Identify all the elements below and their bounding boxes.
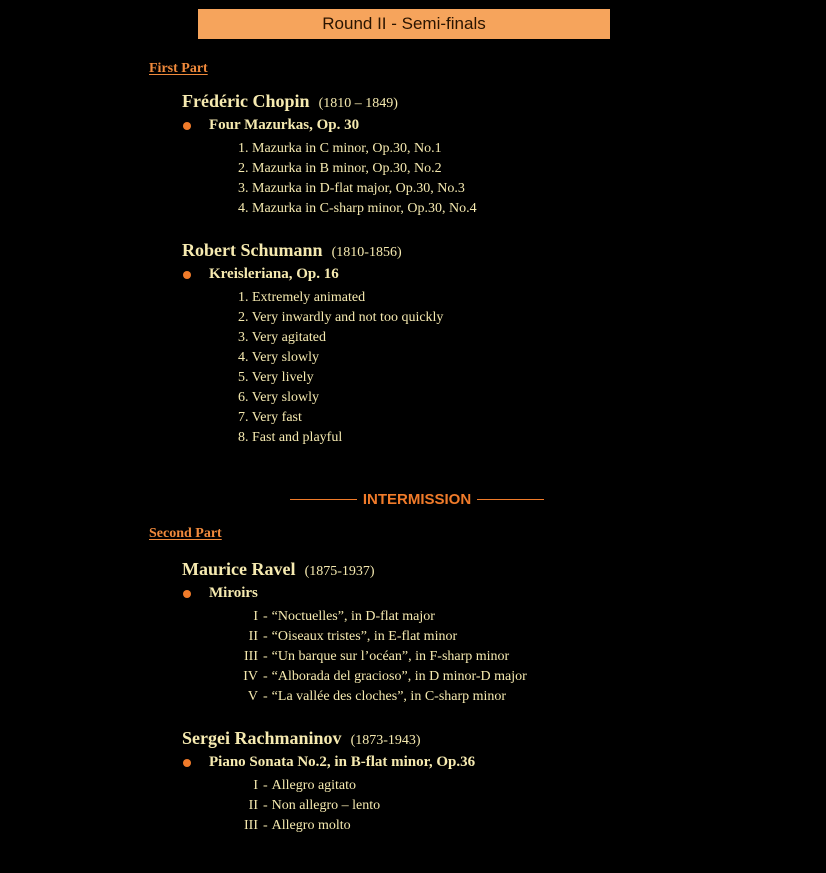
list-item: II - “Oiseaux tristes”, in E-flat minor — [226, 627, 527, 647]
movement-number: II — [248, 798, 258, 813]
work-title: Kreisleriana, Op. 16 — [209, 266, 339, 282]
list-item: I - “Noctuelles”, in D-flat major — [226, 607, 527, 627]
list-item: III - “Un barque sur l’océan”, in F-sharp minor — [226, 647, 527, 667]
composer-name: Robert Schumann — [182, 240, 323, 260]
list-item: 8. Fast and playful — [238, 430, 343, 445]
composer-dates: (1875-1937) — [304, 564, 375, 579]
divider-line — [477, 499, 544, 500]
list-item: IV - “Alborada del gracioso”, in D minor-D major — [226, 667, 527, 687]
composer-dates: (1873-1943) — [350, 733, 421, 748]
bullet-icon — [183, 590, 191, 598]
movement-number: I — [253, 609, 258, 624]
list-item: 7. Very fast — [238, 410, 302, 425]
work-title: Piano Sonata No.2, in B-flat minor, Op.36 — [209, 754, 476, 770]
divider-line — [290, 499, 357, 500]
movement-number: I — [253, 778, 258, 793]
composer-ravel — [182, 559, 375, 580]
ravel-movement-list — [226, 607, 527, 707]
movement-number: III — [244, 649, 258, 664]
composer-name: Frédéric Chopin — [182, 91, 310, 111]
movement-title: Allegro molto — [271, 818, 351, 833]
schumann-movement-list — [238, 288, 443, 448]
rachmaninov-movement-list — [226, 776, 380, 836]
composer-dates: (1810 – 1849) — [318, 96, 398, 111]
movement-title: “Oiseaux tristes”, in E-flat minor — [271, 629, 458, 644]
movement-title: “Noctuelles”, in D-flat major — [271, 609, 435, 624]
list-item: 3. Mazurka in D-flat major, Op.30, No.3 — [238, 181, 465, 196]
composer-chopin — [182, 91, 398, 112]
movement-number: IV — [243, 669, 258, 684]
work-chopin — [182, 117, 359, 134]
first-part-heading: First Part — [149, 61, 208, 76]
bullet-icon — [183, 271, 191, 279]
list-item: 2. Mazurka in B minor, Op.30, No.2 — [238, 161, 442, 176]
work-rachmaninov — [182, 754, 475, 771]
intermission-divider — [290, 488, 544, 510]
list-item: 2. Very inwardly and not too quickly — [238, 310, 444, 325]
list-item: I - Allegro agitato — [226, 776, 380, 796]
work-title: Four Mazurkas, Op. 30 — [209, 117, 360, 133]
list-item: 1. Mazurka in C minor, Op.30, No.1 — [238, 141, 442, 156]
intermission-label: INTERMISSION — [362, 490, 472, 508]
bullet-icon — [183, 759, 191, 767]
movement-number: V — [247, 689, 258, 704]
second-part-heading: Second Part — [149, 526, 222, 541]
round-banner — [198, 9, 610, 39]
list-item: 6. Very slowly — [238, 390, 320, 405]
bullet-icon — [183, 122, 191, 130]
movement-title: Non allegro – lento — [271, 798, 381, 813]
round-title: Round II - Semi-finals — [322, 14, 486, 33]
list-item: III - Allegro molto — [226, 816, 380, 836]
composer-rachmaninov — [182, 728, 421, 749]
movement-number: II — [248, 629, 258, 644]
list-item: 3. Very agitated — [238, 330, 326, 345]
list-item: II - Non allegro – lento — [226, 796, 380, 816]
composer-dates: (1810-1856) — [331, 245, 402, 260]
movement-title: “Alborada del gracioso”, in D minor-D major — [271, 669, 527, 684]
work-ravel — [182, 585, 258, 602]
list-item: 5. Very lively — [238, 370, 314, 385]
list-item: 1. Extremely animated — [238, 290, 366, 305]
chopin-movement-list — [238, 139, 477, 219]
work-title: Miroirs — [209, 585, 258, 601]
movement-title: “Un barque sur l’océan”, in F-sharp minor — [271, 649, 510, 664]
work-schumann — [182, 266, 339, 283]
movement-title: Allegro agitato — [271, 778, 357, 793]
movement-title: “La vallée des cloches”, in C-sharp minor — [271, 689, 507, 704]
list-item: 4. Very slowly — [238, 350, 320, 365]
list-item: 4. Mazurka in C-sharp minor, Op.30, No.4 — [238, 201, 477, 216]
composer-name: Sergei Rachmaninov — [182, 728, 342, 748]
movement-number: III — [244, 818, 258, 833]
composer-schumann — [182, 240, 402, 261]
list-item: V - “La vallée des cloches”, in C-sharp minor — [226, 687, 527, 707]
composer-name: Maurice Ravel — [182, 559, 296, 579]
